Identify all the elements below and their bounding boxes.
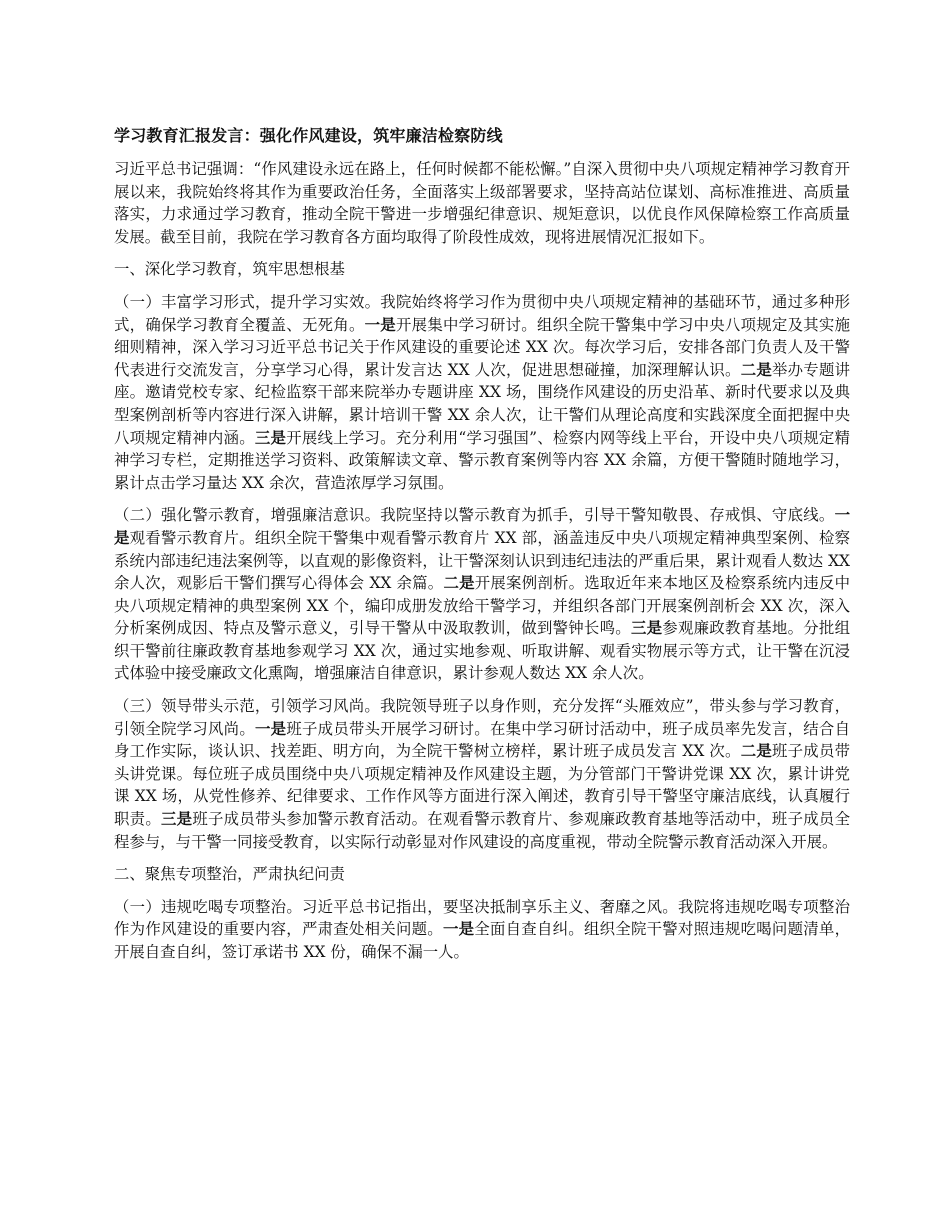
paragraph-text: 开展集中学习研讨。组织全院干警集中学习中央八项规定及其实施细则精神，深入学习习近平总书记关于作风建设的重要论述 XX 次。每次学习后，安排各部门负责人及干警代表进行交流发言，分享学习心得，累计发言达 XX 人次，促进思想碰撞，加深理解认识。	[114, 315, 850, 379]
paragraph-text: 全面自查自纠。组织全院干警对照违规吃喝问题清单，开展自查自纠，签订承诺书 XX 份，确保不漏一人。	[114, 920, 850, 961]
paragraph-text: （三）领导带头示范，引领学习风尚。我院领导班子以身作则，充分发挥“头雁效应”，带头参与学习教育，引领全院学习风尚。	[114, 697, 850, 738]
document-page	[114, 124, 850, 974]
paragraph-text: 班子成员带头参加警示教育活动。在观看警示教育片、参观廉政教育基地等活动中，班子成员全程参与，与干警一同接受教育，以实际行动彰显对作风建设的高度重视，带动全院警示教育活动深入开展。	[114, 810, 850, 851]
paragraph-text: 开展案例剖析。选取近年来本地区及检察系统内违反中央八项规定精神的典型案例 XX 个，编印成册发放给干警学习，并组织各部门开展案例剖析会 XX 次，深入分析案例成因、特点及警示意义，引导干警从中汲取教训，做到警钟长鸣。	[114, 574, 850, 638]
paragraph-leadership-example	[114, 695, 850, 853]
emphasis-marker: 二是	[740, 742, 773, 761]
paragraph-study-forms	[114, 291, 850, 494]
emphasis-marker: 一是	[254, 719, 287, 738]
emphasis-marker: 三是	[630, 619, 663, 638]
section-heading-1: 一、深化学习教育，筑牢思想根基	[114, 260, 345, 279]
emphasis-marker: 一是	[442, 920, 475, 939]
paragraph-text: 举办专题讲座。邀请党校专家、纪检监察干部来院举办专题讲座 XX 场，围绕作风建设的历史沿革、新时代要求以及典型案例剖析等内容进行深入讲解，累计培训干警 XX 余人次，让干警们从理论高度和实践深度全面把握中央八项规定精神内涵。	[114, 360, 850, 447]
paragraph-text: 开展线上学习。充分利用“学习强国”、检察内网等线上平台，开设中央八项规定精神学习专栏，定期推送学习资料、政策解读文章、警示教育案例等内容 XX 余篇，方便干警随时随地学习，累计点击学习量达 XX 余次，营造浓厚学习氛围。	[114, 428, 850, 492]
paragraph-warning-education	[114, 504, 850, 685]
emphasis-marker: 三是	[161, 810, 193, 829]
paragraph-text: 班子成员带头开展学习研讨。在集中学习研讨活动中，班子成员率先发言，结合自身工作实际，谈认识、找差距、明方向，为全院干警树立榜样，累计班子成员发言 XX 次。	[114, 719, 850, 761]
emphasis-marker: 二是	[740, 360, 773, 379]
paragraph-text: 参观廉政教育基地。分批组织干警前往廉政教育基地参观学习 XX 次，通过实地参观、听取讲解、观看实物展示等方式，让干警在沉浸式体验中接受廉政文化熏陶，增强廉洁自律意识，累计参观人数达 XX 余人次。	[114, 619, 850, 683]
emphasis-marker: 三是	[254, 428, 287, 447]
paragraph-dining-rectification	[114, 896, 850, 964]
paragraph-text: 班子成员带头讲党课。每位班子成员围绕中央八项规定精神及作风建设主题，为分管部门干警讲党课 XX 次，累计讲党课 XX 场，从党性修养、纪律要求、工作作风等方面进行深入阐述，教育引导干警坚守廉洁底线，认真履行职责。	[114, 742, 850, 829]
emphasis-marker: 一是	[364, 315, 396, 334]
paragraph-text: （一）违规吃喝专项整治。习近平总书记指出，要坚决抵制享乐主义、奢靡之风。我院将违规吃喝专项整治作为作风建设的重要内容，严肃查处相关问题。	[114, 897, 850, 939]
section-heading-2: 二、聚焦专项整治，严肃执纪问责	[114, 865, 345, 884]
paragraph-text: （二）强化警示教育，增强廉洁意识。我院坚持以警示教育为抓手，引导干警知敬畏、存戒惧、守底线。	[114, 506, 835, 525]
document-title: 学习教育汇报发言：强化作风建设，筑牢廉洁检察防线	[114, 126, 503, 145]
emphasis-marker: 二是	[443, 574, 475, 593]
emphasis-marker: 一是	[114, 506, 850, 547]
intro-paragraph: 习近平总书记强调：“作风建设永远在路上，任何时候都不能松懈。”自深入贯彻中央八项规定精神学习教育开展以来，我院始终将其作为重要政治任务，全面落实上级部署要求，坚持高站位谋划、高标准推进、高质量落实，力求通过学习教育，推动全院干警进一步增强纪律意识、规矩意识，以优良作风保障检察工作高质量发展。截至目前，我院在学习教育各方面均取得了阶段性成效，现将进展情况汇报如下。	[114, 160, 850, 246]
paragraph-text: 观看警示教育片。组织全院干警集中观看警示教育片 XX 部，涵盖违反中央八项规定精神典型案例、检察系统内部违纪违法案例等，以直观的影像资料，让干警深刻认识到违纪违法的严重后果，累计观看人数达 XX 余人次，观影后干警们撰写心得体会 XX 余篇。	[114, 528, 850, 593]
paragraph-text: （一）丰富学习形式，提升学习实效。我院始终将学习作为贯彻中央八项规定精神的基础环节，通过多种形式，确保学习教育全覆盖、无死角。	[114, 292, 850, 334]
